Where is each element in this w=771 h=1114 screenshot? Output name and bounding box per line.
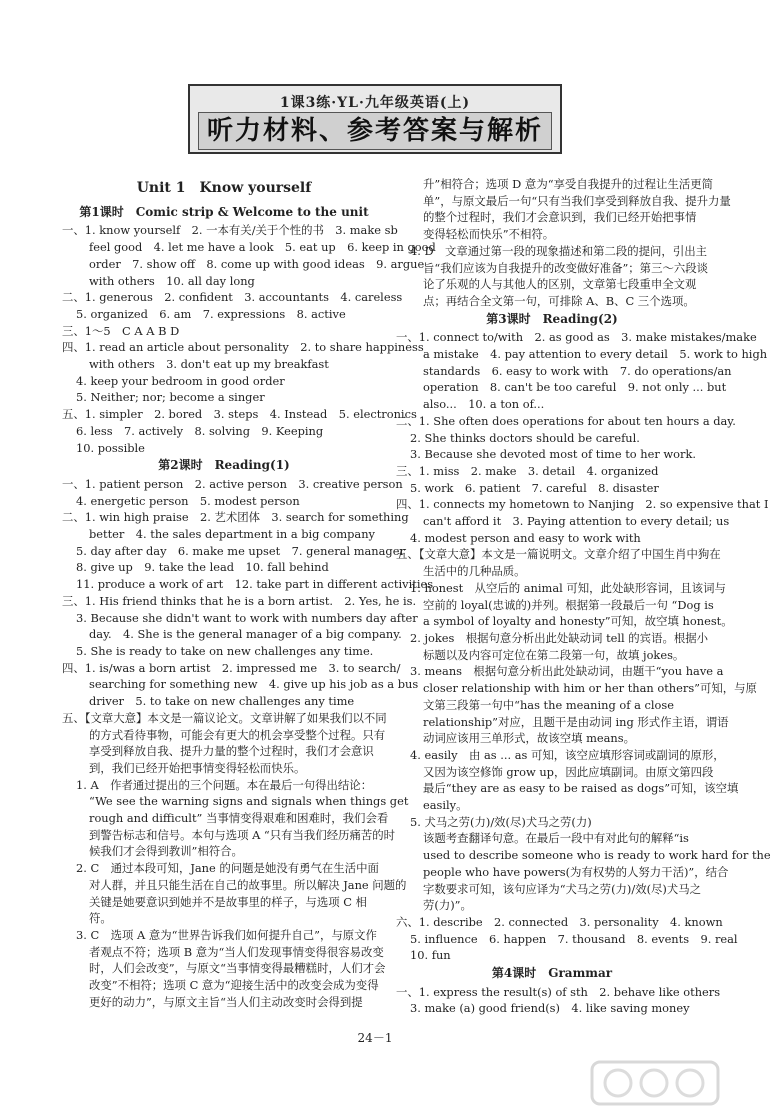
answer-line: 四、1. is/was a born artist 2. impressed me 3. to search/ <box>62 660 401 675</box>
answer-line: 时，人们会改变”，与原文“当事情变得最糟糕时，人们才会 <box>89 961 386 976</box>
answer-line: 生活中的几种品质。 <box>423 564 526 579</box>
lesson-heading: 第3课时 Reading(2) <box>486 311 618 326</box>
answer-line: 4. keep your bedroom in good order <box>76 373 285 388</box>
answer-line: 4. D 文章通过第一段的现象描述和第二段的提问，引出主 <box>410 243 707 258</box>
answer-line: 三、1～5 C A A B D <box>62 323 180 338</box>
answer-line: 享受到释放自我、提升力量的整个过程时，我们才会意识 <box>89 744 374 759</box>
answer-line: 论了乐观的人与其他人的区别，文章第七段重申全文观 <box>423 277 697 292</box>
answer-line: relationship”对应，且题干是由动词 ing 形式作主语，谓语 <box>423 714 729 729</box>
answer-line: 更好的动力”，与原文主旨“当人们主动改变时会得到提 <box>89 994 363 1009</box>
answer-line: 4. easily 由 as ... as 可知，该空应填形容词或副词的原形， <box>410 747 725 762</box>
answer-site-watermark <box>590 1058 720 1108</box>
answer-line: 8. give up 9. take the lead 10. fall behind <box>76 560 329 575</box>
answer-line: 3. Because she didn't want to work with numbers day after <box>76 610 418 625</box>
answer-line: 1. honest 从空后的 animal 可知，此处缺形容词，且该词与 <box>410 580 726 595</box>
answer-line: feel good 4. let me have a look 5. eat up 6. keep in good <box>89 240 436 255</box>
answer-line: 10. fun <box>410 948 451 963</box>
answer-line: 二、1. She often does operations for about ten hours a day. <box>396 413 736 428</box>
answer-line: 到，我们已经开始把事情变得轻松而快乐。 <box>89 760 306 775</box>
answer-line: 二、1. win high praise 2. 艺术团体 3. search for something <box>62 510 409 525</box>
section-title: 听力材料、参考答案与解析 <box>198 112 552 150</box>
answer-line: 劳(力)”。 <box>423 898 472 913</box>
answer-line: 4. modest person and easy to work with <box>410 530 641 545</box>
answer-line: 变得轻松而快乐”不相符。 <box>423 227 555 242</box>
answer-line: closer relationship with him or her than others”可知，与原 <box>423 681 757 696</box>
answer-line: 字数要求可知，该句应译为“犬马之劳(力)/效(尽)犬马之 <box>423 881 702 896</box>
answer-line: 文第三段第一句中“has the meaning of a close <box>423 697 674 712</box>
book-subtitle: 1课3练·YL·九年级英语(上) <box>279 95 471 111</box>
answer-line: 3. C 选项 A 意为“世界告诉我们如何提升自己”，与原文作 <box>76 927 377 942</box>
answer-line: 改变”不相符；选项 C 意为“迎接生活中的改变会成为变得 <box>89 978 379 993</box>
answer-line: used to describe someone who is ready to work hard for the <box>423 848 771 863</box>
answer-line: 的方式看待事物，可能会有更大的机会享受整个过程。只有 <box>89 727 386 742</box>
answer-line: 2. C 通过本段可知，Jane 的问题是她没有勇气在生活中面 <box>76 861 379 876</box>
answer-line: standards 6. easy to work with 7. do operations/an <box>423 363 732 378</box>
answer-line: better 4. the sales department in a big company <box>89 527 375 542</box>
answer-line: 6. less 7. actively 8. solving 9. Keeping <box>76 423 324 438</box>
answer-line: 3. means 根据句意分析出此处缺动词，由题干“you have a <box>410 664 724 679</box>
answer-line: 5. day after day 6. make me upset 7. general manager <box>76 543 405 558</box>
answer-line: 的整个过程时，我们才会意识到，我们已经开始把事情 <box>423 210 697 225</box>
answer-line: with others 3. don't eat up my breakfast <box>89 357 329 372</box>
answer-line: 六、1. describe 2. connected 3. personality 4. known <box>396 914 723 929</box>
answer-line: 五、1. simpler 2. bored 3. steps 4. Instead 5. electronics <box>62 407 417 422</box>
answer-line: 标题以及内容可定位在第二段第一句，故填 jokes。 <box>423 647 685 662</box>
answer-line: 动词应该用三单形式，故该空填 means。 <box>423 731 635 746</box>
answer-line: 11. produce a work of art 12. take part in different activities <box>76 577 434 592</box>
answer-line: 10. possible <box>76 440 145 455</box>
lesson-heading: 第4课时 Grammar <box>491 966 613 981</box>
answer-line: 1. A 作者通过提出的三个问题。本在最后一句得出结论： <box>76 777 373 792</box>
answer-line: 5. influence 6. happen 7. thousand 8. events 9. real <box>410 931 738 946</box>
lesson-heading: 第2课时 Reading(1) <box>158 458 290 473</box>
answer-line: operation 8. can't be too careful 9. not only ... but <box>423 380 727 395</box>
header-banner <box>188 84 562 154</box>
answer-line: order 7. show off 8. come up with good ideas 9. argue <box>89 256 425 271</box>
answer-line: 5. She is ready to take on new challenges any time. <box>76 643 374 658</box>
answer-line: a mistake 4. pay attention to every detail 5. work to high <box>423 347 768 362</box>
answer-line: 单”，与原文最后一句“只有当我们享受到释放自我、提升力量 <box>423 193 731 208</box>
answer-line: 五、【文章大意】本文是一篇说明文。文章介绍了中国生肖中狗在 <box>396 547 721 562</box>
answer-line: can't afford it 3. Paying attention to every detail; us <box>423 514 730 529</box>
answer-line: 一、1. know yourself 2. 一本有关/关于个性的书 3. make sb <box>62 223 398 238</box>
answer-line: 符。 <box>89 911 112 926</box>
answer-line: 4. energetic person 5. modest person <box>76 493 300 508</box>
answer-line: people who have powers(为有权势的人努力干活)”，结合 <box>423 864 729 879</box>
answer-line: 5. work 6. patient 7. careful 8. disaster <box>410 480 659 495</box>
answer-line: 一、1. patient person 2. active person 3. creative person <box>62 476 403 491</box>
answer-line: 5. Neither; nor; become a singer <box>76 390 265 405</box>
answer-line: day. 4. She is the general manager of a big company. <box>89 627 402 642</box>
answer-line: 旨“我们应该为自我提升的改变做好准备”；第三～六段谈 <box>423 260 709 275</box>
answer-line: 5. organized 6. am 7. expressions 8. active <box>76 306 346 321</box>
answer-line: 一、1. connect to/with 2. as good as 3. make mistakes/make <box>396 330 757 345</box>
answer-line: 一、1. express the result(s) of sth 2. behave like others <box>396 984 721 999</box>
answer-line: also... 10. a ton of... <box>423 397 545 412</box>
answer-line: 最后“they are as easy to be raised as dogs”可知，该空填 <box>423 781 739 796</box>
answer-line: 点；再结合全文第一句，可排除 A、B、C 三个选项。 <box>423 293 695 308</box>
answer-line: 空前的 loyal(忠诚的)并列。根据第一段最后一句 “Dog is <box>423 597 714 612</box>
answer-line: 到警告标志和信号。本句与选项 A “只有当我们经历痛苦的时 <box>89 827 396 842</box>
unit-heading: Unit 1 Know yourself <box>136 180 312 196</box>
lesson-heading: 第1课时 Comic strip & Welcome to the unit <box>79 204 369 219</box>
answer-line: 5. 犬马之劳(力)/效(尽)犬马之劳(力) <box>410 814 592 829</box>
answer-line: 2. She thinks doctors should be careful. <box>410 430 640 445</box>
right-column <box>396 176 771 1017</box>
answer-line: 二、1. generous 2. confident 3. accountants 4. careless <box>62 290 403 305</box>
answer-line: 对人群，并且只能生活在自己的故事里。所以解决 Jane 问题的 <box>89 877 407 892</box>
answer-line: 升”相符合；选项 D 意为“享受自我提升的过程让生活更简 <box>423 177 714 191</box>
answer-line: searching for something new 4. give up his job as a bus <box>89 677 419 692</box>
answer-line: driver 5. to take on new challenges any time <box>89 694 355 709</box>
answer-line: 候我们才会得到教训”相符合。 <box>89 844 243 859</box>
answer-line: with others 10. all day long <box>89 273 255 288</box>
answer-line: 3. make (a) good friend(s) 4. like saving money <box>410 1001 690 1016</box>
answer-line: 四、1. read an article about personality 2. to share happiness <box>62 340 424 355</box>
answer-line: 关键是她要意识到她并不是故事里的样子，与选项 C 相 <box>89 894 367 909</box>
answer-line: a symbol of loyalty and honesty”可知，故空填 honest。 <box>423 614 733 629</box>
answer-line: 又因为该空修饰 grow up，因此应填副词。由原文第四段 <box>423 764 714 779</box>
answer-line: 五、【文章大意】本文是一篇议论文。文章讲解了如果我们以不同 <box>62 710 387 725</box>
answer-line: “We see the warning signs and signals when things get <box>89 794 409 809</box>
answer-line: rough and difficult” 当事情变得艰难和困难时，我们会看 <box>89 811 389 826</box>
page-number: 24－1 <box>357 1031 393 1045</box>
answer-line: 2. jokes 根据句意分析出此处缺动词 tell 的宾语。根据小 <box>410 630 709 645</box>
answer-line: 四、1. connects my hometown to Nanjing 2. so expensive that I <box>396 497 769 512</box>
answer-line: 者观点不符；选项 B 意为“当人们发现事情变得很容易改变 <box>89 944 384 959</box>
answer-line: easily。 <box>423 798 468 813</box>
answer-line: 该题考查翻译句意。在最后一段中有对此句的解释“is <box>423 831 689 846</box>
answer-line: 3. Because she devoted most of time to her work. <box>410 447 696 462</box>
answer-line: 三、1. His friend thinks that he is a born artist. 2. Yes, he is. <box>62 593 417 608</box>
answer-line: 三、1. miss 2. make 3. detail 4. organized <box>396 463 659 478</box>
